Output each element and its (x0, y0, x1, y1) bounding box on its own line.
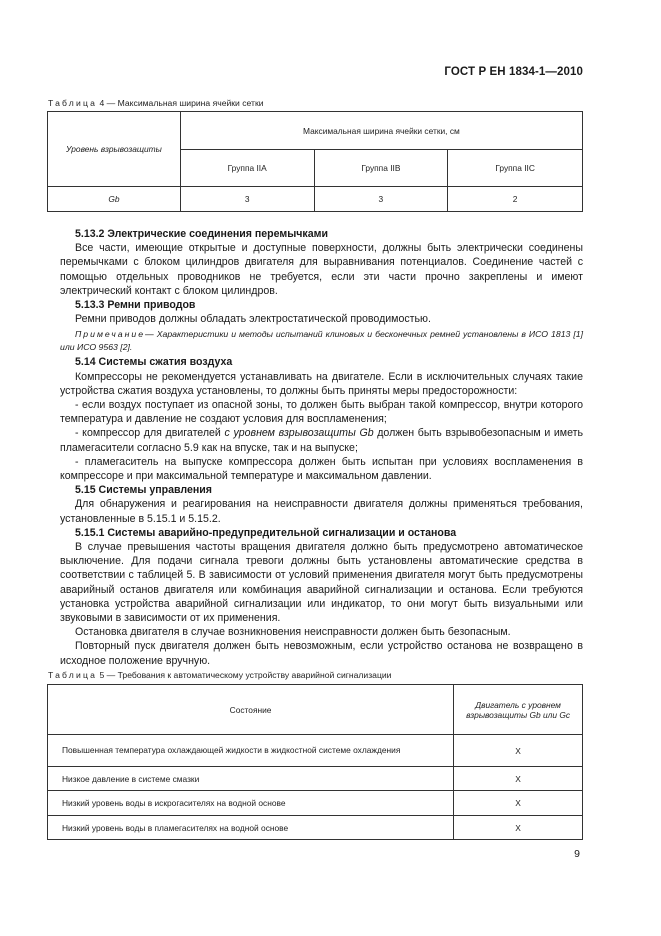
section-5-15-1-title: 5.15.1 Системы аварийно-предупредительной сигнализации и останова (75, 526, 457, 539)
table4-header-width: Максимальная ширина ячейки сетки, см (180, 112, 582, 150)
note-label: Примечание (75, 329, 146, 340)
section-5-15-text: Для обнаружения и реагирования на неисправности двигателя должны применяться требования, установленные в 5.15.1 и 5.15.2. (60, 498, 583, 525)
table4-cell: 3 (180, 187, 314, 212)
table4-group-iic: Группа IIC (448, 150, 583, 187)
table4-group-iia: Группа IIA (180, 150, 314, 187)
section-5-13-2-title: 5.13.2 Электрические соединения перемычками (75, 228, 328, 240)
table5-mark-cell: X (454, 791, 583, 816)
section-5-14-text: Компрессоры не рекомендуется устанавливать на двигателе. Если в исключительных случаях такие устройства сжатия воздуха установлены, то должны быть приняты меры предосторожности: (60, 370, 583, 397)
note-text: — Характеристики и методы испытаний клиновых и бесконечных ремней установлены в ИСО 1813 [1] или ИСО 9563 [2]. (60, 329, 583, 352)
section-5-14-title: 5.14 Системы сжатия воздуха (75, 356, 233, 369)
table5-mark-cell: X (454, 735, 583, 767)
table4-cell: 3 (314, 187, 448, 212)
section-5-14-item-1: - если воздух поступает из опасной зоны, то должен быть выбран такой компрессор, внутри которого температура и давление не создают условия для воспламенения; (60, 399, 583, 426)
document-code: ГОСТ Р ЕН 1834-1—2010 (444, 66, 583, 78)
table4-caption-text: 4 — Максимальная ширина ячейки сетки (99, 98, 264, 108)
table4-caption (48, 98, 264, 108)
section-5-14-item-3: - пламегаситель на выпуске компрессора должен быть испытан при условиях воспламенения в компрессоре и при максимальной температуре и максимальном давлении. (60, 455, 583, 483)
section-5-13-3-title: 5.13.3 Ремни приводов (75, 299, 196, 312)
section-5-15-1-para-3: Повторный пуск двигателя должен быть невозможным, если устройство останова не возвращено в исходное положение вручную. (60, 640, 583, 667)
section-5-15-title: 5.15 Системы управления (75, 484, 212, 497)
table5-caption-label: Таблица (48, 670, 98, 680)
table5-state-cell: Низкий уровень воды в искрогасителях на водной основе (48, 791, 454, 816)
table-row (48, 816, 583, 840)
item-2-text-b: должен быть взрывобезопасным и иметь пламегасители согласно 5.9 как на впуске, так и на выпуске; (60, 427, 584, 454)
main-text (60, 227, 583, 668)
table4-caption-label: Таблица (48, 98, 98, 108)
table4-cell: 2 (448, 187, 583, 212)
note (60, 328, 583, 353)
table4-group-iib: Группа IIB (314, 150, 448, 187)
section-5-13-2-text: Все части, имеющие открытые и доступные поверхности, должны быть электрически соединены перемычками с блоком цилиндров двигателя для выравнивания потенциалов. Соединение частей с помощью отдельных проводников не требуется, если эти части прочно закреплены и имеют электрический контакт с блоком цилиндров. (60, 242, 583, 297)
table5-state-cell: Низкое давление в системе смазки (48, 767, 454, 791)
item-2-emphasis: с уровнем взрывозащиты Gb (224, 427, 374, 440)
table5-state-cell: Повышенная температура охлаждающей жидкости в жидкостной системе охлаждения (48, 735, 454, 767)
table4-header-level: Уровень взрывозащиты (48, 112, 181, 187)
table-row (48, 791, 583, 816)
table5-caption-text: 5 — Требования к автоматическому устройству аварийной сигнализации (99, 670, 392, 680)
table5-caption (48, 670, 391, 680)
section-5-13-3-text: Ремни приводов должны обладать электростатической проводимостью. (75, 313, 431, 326)
table5-mark-cell: X (454, 767, 583, 791)
section-5-14-item-2 (60, 426, 583, 454)
table5 (47, 684, 583, 840)
table5-header-engine: Двигатель с уровнем взрывозащиты Gb или Gc (454, 685, 583, 735)
section-5-15-1-para-2: Остановка двигателя в случае возникновения неисправности должен быть безопасным. (75, 626, 511, 639)
table4 (47, 111, 583, 212)
table-row (48, 735, 583, 767)
table5-state-cell: Низкий уровень воды в пламегасителях на водной основе (48, 816, 454, 840)
item-2-text-a: - компрессор для двигателей (75, 427, 225, 440)
section-5-15-1-para-1: В случае превышения частоты вращения двигателя должно быть предусмотрено автоматическое выключение. Для подачи сигнала тревоги должны быть установлены автоматические средства в соответствии с таблицей 5. В зависимости от условий применения двигателя могут быть предусмотрены аварийный останов двигателя или комбинация аварийной сигнализации и останова. Если требуются установка устройства аварийной сигнализации или индикатор, то они могут быть визуальными или звуковыми в зависимости от их применения. (60, 541, 583, 625)
page-number: 9 (574, 848, 580, 860)
table4-row-level: Gb (48, 187, 181, 212)
table5-mark-cell: X (454, 816, 583, 840)
table-row (48, 767, 583, 791)
table5-header-state: Состояние (48, 685, 454, 735)
